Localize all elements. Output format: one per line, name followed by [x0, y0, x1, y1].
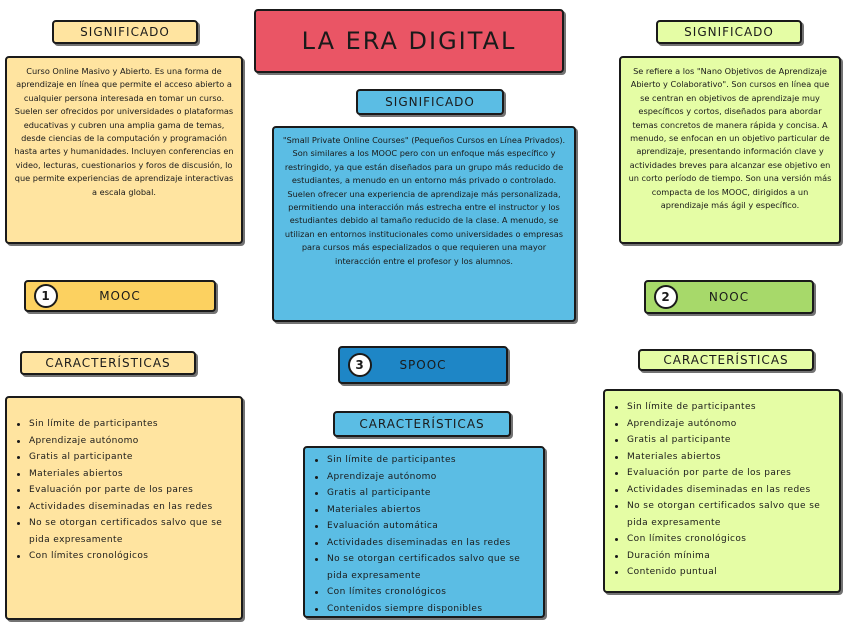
- mooc-caracteristicas-list: [5, 396, 243, 620]
- list-item: Contenido puntual: [611, 564, 833, 581]
- list-item: Aprendizaje autónomo: [13, 433, 235, 450]
- main-title-text: LA ERA DIGITAL: [301, 27, 517, 55]
- spooc-caracteristicas-label-text: CARACTERÍSTICAS: [359, 417, 485, 431]
- list-item: Gratis al participante: [311, 485, 537, 502]
- list-item: Con límites cronológicos: [311, 584, 537, 601]
- list-item: Evaluación por parte de los pares: [611, 465, 833, 482]
- mooc-pill: [24, 280, 216, 312]
- nooc-significado-text: [619, 56, 841, 244]
- list-item: Materiales abiertos: [311, 502, 537, 519]
- nooc-caracteristicas-list: [603, 389, 841, 593]
- list-item: Gratis al participante: [611, 432, 833, 449]
- spooc-significado-label-text: SIGNIFICADO: [385, 95, 475, 109]
- mooc-significado-text-content: Curso Online Masivo y Abierto. Es una forma de aprendizaje en línea que permite el acceso abierto a cualquier persona interesada en tomar un curso. Suelen ser ofrecidos por universidades o plataformas educativas y cubren una amplia gama de temas, desde ciencias de la computación y programación hasta artes y humanidades. Incluyen conferencias en video, lecturas, cuestionarios y foros de discusión, lo que permite experiencias de aprendizaje interactivas a escala global.: [14, 66, 234, 197]
- main-title: [254, 9, 564, 73]
- spooc-feature-list: [311, 452, 537, 617]
- list-item: Con límites cronológicos: [611, 531, 833, 548]
- nooc-number-badge: 2: [654, 285, 678, 309]
- nooc-caracteristicas-label: [638, 349, 814, 371]
- mooc-significado-label: [52, 20, 198, 44]
- list-item: Actividades diseminadas en las redes: [311, 535, 537, 552]
- nooc-pill: [644, 280, 814, 314]
- list-item: Con límites cronológicos: [13, 548, 235, 565]
- list-item: Materiales abiertos: [13, 466, 235, 483]
- spooc-pill: [338, 346, 508, 384]
- list-item: Sin límite de participantes: [13, 416, 235, 433]
- list-item: No se otorgan certificados salvo que se pida expresamente: [13, 515, 235, 548]
- list-item: Evaluación por parte de los pares: [13, 482, 235, 499]
- spooc-number-badge: 3: [348, 353, 372, 377]
- list-item: No se otorgan certificados salvo que se pida expresamente: [311, 551, 537, 584]
- spooc-name: SPOOC: [399, 358, 447, 372]
- mooc-significado-label-text: SIGNIFICADO: [80, 25, 170, 39]
- list-item: Aprendizaje autónomo: [611, 416, 833, 433]
- list-item: Sin límite de participantes: [311, 452, 537, 469]
- mooc-name: MOOC: [99, 289, 141, 303]
- mooc-feature-list: [13, 416, 235, 565]
- nooc-name: NOOC: [708, 290, 750, 304]
- nooc-feature-list: [611, 399, 833, 581]
- list-item: Contenidos siempre disponibles: [311, 601, 537, 618]
- spooc-caracteristicas-label: [333, 411, 511, 437]
- spooc-significado-label: [356, 89, 504, 115]
- list-item: Aprendizaje autónomo: [311, 469, 537, 486]
- nooc-significado-text-content: Se refiere a los "Nano Objetivos de Aprendizaje Abierto y Colaborativo". Son cursos en línea que se centran en objetivos de aprendizaje muy específicos y cortos, diseñados para abordar temas concretos de manera rápida y concisa. A menudo, se enfocan en un objetivo particular de aprendizaje, presentando información clave y actividades breves para alcanzar ese objetivo en un corto período de tiempo. Son una versión más compacta de los MOOC, dirigidos a un aprendizaje más ágil y específico.: [628, 66, 832, 211]
- nooc-caracteristicas-label-text: CARACTERÍSTICAS: [663, 353, 789, 367]
- spooc-significado-text-1: "Small Private Online Courses" (Pequeños Cursos en Línea Privados). Son similares a los MOOC pero con un enfoque más específico y restringido, ya que están diseñados para un grupo más reducido de estudiantes, a menudo en un entorno más privado o controlado.: [282, 135, 566, 186]
- list-item: Duración mínima: [611, 548, 833, 565]
- mooc-number-badge: 1: [34, 284, 58, 308]
- list-item: Evaluación automática: [311, 518, 537, 535]
- mooc-significado-text: [5, 56, 243, 244]
- spooc-caracteristicas-list: [303, 446, 545, 618]
- list-item: Actividades diseminadas en las redes: [13, 499, 235, 516]
- mooc-caracteristicas-label: [20, 351, 196, 375]
- list-item: Materiales abiertos: [611, 449, 833, 466]
- list-item: Gratis al participante: [13, 449, 235, 466]
- spooc-significado-text-2: Suelen ofrecer una experiencia de aprendizaje más personalizada, permitiendo una interacción más estrecha entre el instructor y los estudiantes debido al tamaño reducido de la clase. A menudo, se utilizan en entornos institucionales como universidades o empresas para cursos más especializados o que requieren una mayor interacción entre el profesor y los alumnos.: [284, 188, 564, 266]
- nooc-significado-label-text: SIGNIFICADO: [684, 25, 774, 39]
- spooc-significado-text: [272, 126, 576, 322]
- list-item: Sin límite de participantes: [611, 399, 833, 416]
- nooc-significado-label: [656, 20, 802, 44]
- list-item: No se otorgan certificados salvo que se pida expresamente: [611, 498, 833, 531]
- list-item: Actividades diseminadas en las redes: [611, 482, 833, 499]
- mooc-caracteristicas-label-text: CARACTERÍSTICAS: [45, 356, 171, 370]
